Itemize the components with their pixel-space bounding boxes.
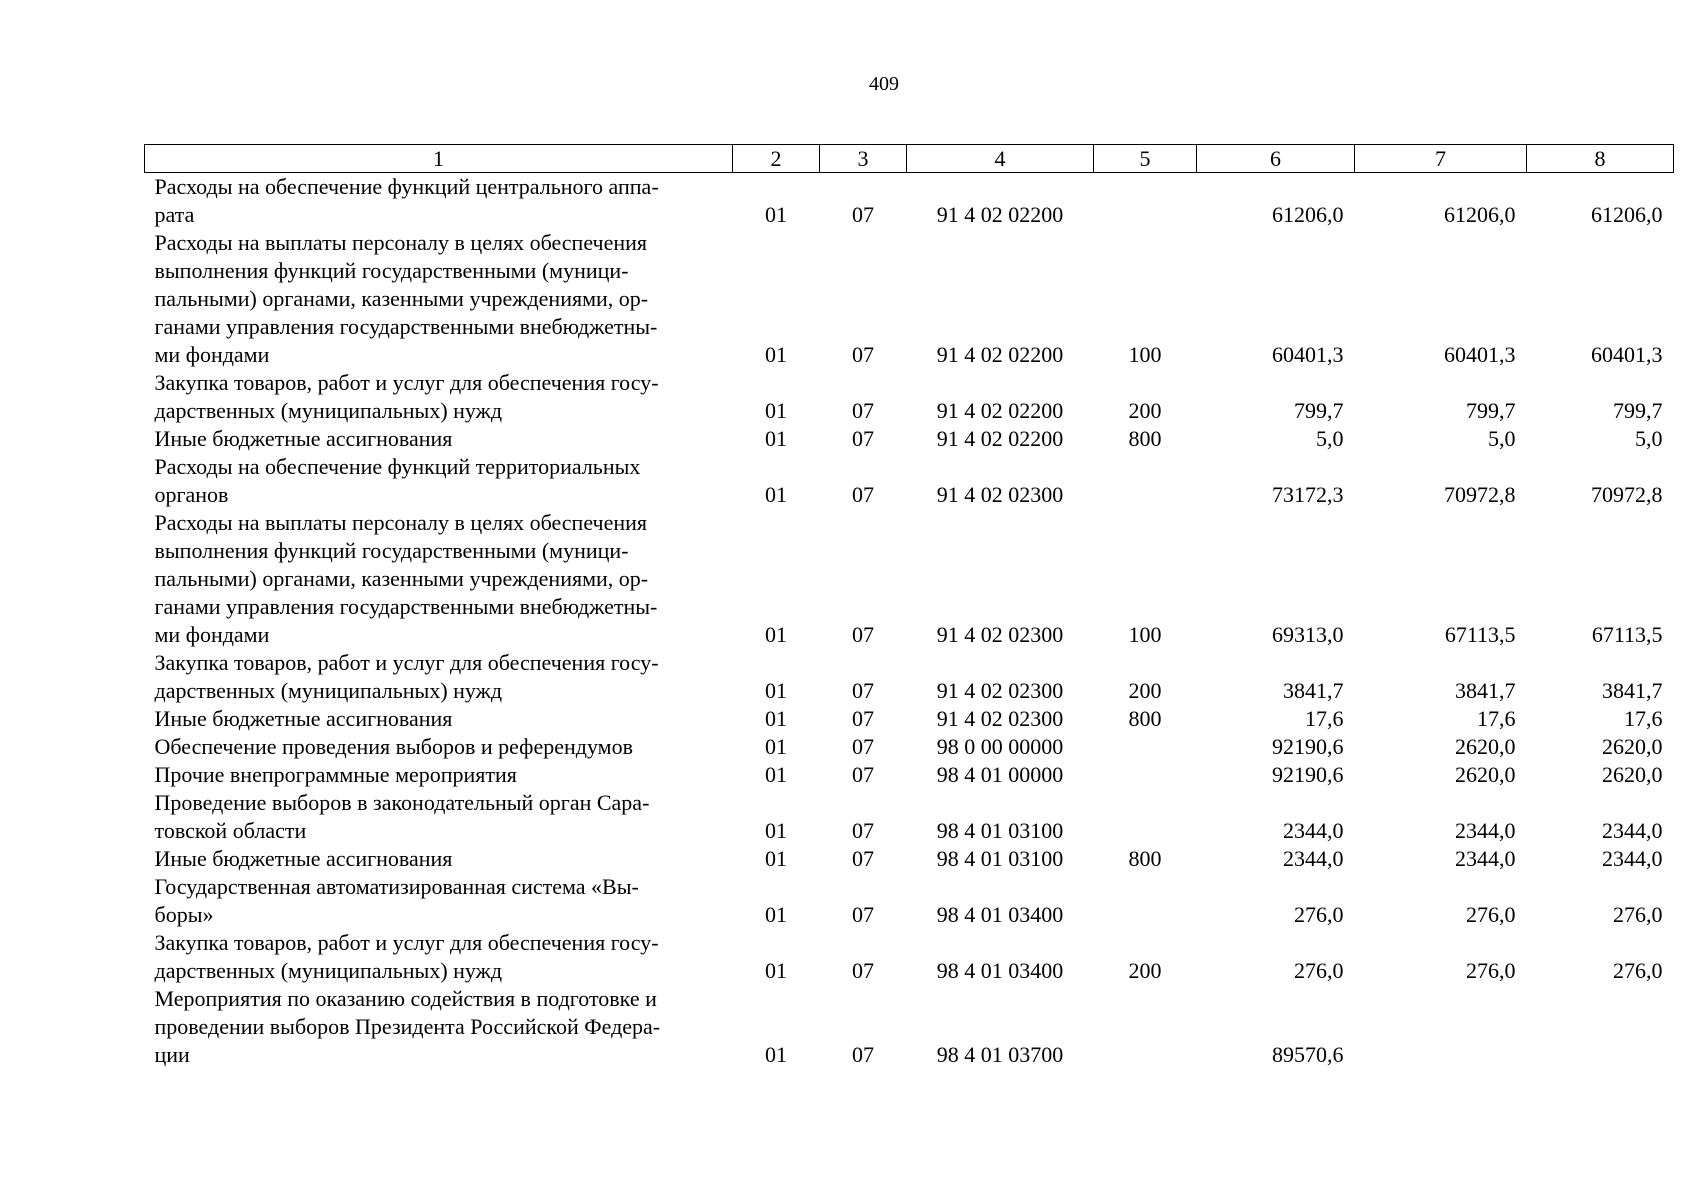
description-line: ции xyxy=(154,1042,190,1067)
table-row xyxy=(145,845,1674,873)
section-code: 01 xyxy=(765,678,787,703)
table-row xyxy=(145,173,1674,230)
section-code: 01 xyxy=(765,426,787,451)
subsection-code: 07 xyxy=(852,846,874,871)
description-line: Государственная автоматизированная система «Вы- xyxy=(154,874,639,899)
section-code: 01 xyxy=(765,762,787,787)
section-code: 01 xyxy=(765,1042,787,1067)
table-row xyxy=(145,705,1674,733)
amount-col-8: 2344,0 xyxy=(1602,818,1663,843)
amount-col-6: 276,0 xyxy=(1294,902,1344,927)
table-row xyxy=(145,509,1674,649)
amount-col-6: 5,0 xyxy=(1316,426,1344,451)
amount-col-8: 276,0 xyxy=(1613,902,1663,927)
row-description xyxy=(145,649,733,705)
subsection-code: 07 xyxy=(852,426,874,451)
amount-col-8: 3841,7 xyxy=(1602,678,1663,703)
expense-type-code: 200 xyxy=(1128,958,1162,983)
target-article-code: 91 4 02 02200 xyxy=(936,398,1064,423)
description-line: Иные бюджетные ассигнования xyxy=(154,426,453,451)
subsection-code: 07 xyxy=(852,622,874,647)
subsection-code: 07 xyxy=(852,202,874,227)
table-row xyxy=(145,873,1674,929)
description-line: Закупка товаров, работ и услуг для обеспечения госу- xyxy=(154,370,659,395)
table-row xyxy=(145,789,1674,845)
target-article-code: 91 4 02 02300 xyxy=(936,622,1064,647)
expense-type-code xyxy=(1094,789,1197,845)
target-article-code: 91 4 02 02300 xyxy=(936,706,1064,731)
expense-type-code xyxy=(1094,873,1197,929)
row-description xyxy=(145,425,733,453)
amount-col-7: 2620,0 xyxy=(1455,762,1516,787)
column-header-3: 3 xyxy=(820,145,907,173)
section-code: 01 xyxy=(765,818,787,843)
expense-type-code: 800 xyxy=(1128,706,1162,731)
amount-col-8: 70972,8 xyxy=(1591,482,1663,507)
column-header-4: 4 xyxy=(907,145,1094,173)
amount-col-8 xyxy=(1527,985,1674,1069)
amount-col-8: 60401,3 xyxy=(1591,342,1663,367)
amount-col-8: 276,0 xyxy=(1613,958,1663,983)
amount-col-6: 73172,3 xyxy=(1272,482,1344,507)
row-description xyxy=(145,929,733,985)
row-description xyxy=(145,761,733,789)
row-description xyxy=(145,873,733,929)
amount-col-7: 5,0 xyxy=(1488,426,1516,451)
description-line: дарственных (муниципальных) нужд xyxy=(154,958,503,983)
expense-type-code: 200 xyxy=(1128,398,1162,423)
expense-type-code: 800 xyxy=(1128,426,1162,451)
description-line: дарственных (муниципальных) нужд xyxy=(154,678,503,703)
target-article-code: 91 4 02 02200 xyxy=(936,202,1064,227)
amount-col-8: 67113,5 xyxy=(1591,622,1663,647)
amount-col-8: 5,0 xyxy=(1635,426,1663,451)
table-header-row xyxy=(145,145,1674,173)
description-line: Закупка товаров, работ и услуг для обеспечения госу- xyxy=(154,650,659,675)
amount-col-7: 17,6 xyxy=(1477,706,1516,731)
section-code: 01 xyxy=(765,398,787,423)
description-line: Проведение выборов в законодательный орган Сара- xyxy=(154,790,650,815)
amount-col-6: 276,0 xyxy=(1294,958,1344,983)
subsection-code: 07 xyxy=(852,1042,874,1067)
section-code: 01 xyxy=(765,958,787,983)
subsection-code: 07 xyxy=(852,734,874,759)
amount-col-6: 2344,0 xyxy=(1283,818,1344,843)
table-row xyxy=(145,761,1674,789)
description-line: выполнения функций государственными (муници- xyxy=(154,258,629,283)
description-line: Расходы на обеспечение функций центрального аппа- xyxy=(154,174,659,199)
amount-col-7: 67113,5 xyxy=(1444,622,1516,647)
amount-col-6: 799,7 xyxy=(1294,398,1344,423)
expense-type-code xyxy=(1094,761,1197,789)
description-line: ми фондами xyxy=(154,622,270,647)
amount-col-6: 92190,6 xyxy=(1272,762,1344,787)
target-article-code: 98 4 01 03100 xyxy=(936,846,1064,871)
amount-col-7: 2344,0 xyxy=(1455,846,1516,871)
row-description xyxy=(145,705,733,733)
subsection-code: 07 xyxy=(852,398,874,423)
expense-type-code xyxy=(1094,985,1197,1069)
amount-col-7 xyxy=(1355,985,1527,1069)
description-line: рата xyxy=(154,202,195,227)
column-header-1: 1 xyxy=(145,145,733,173)
row-description xyxy=(145,369,733,425)
amount-col-6: 3841,7 xyxy=(1283,678,1344,703)
description-line: Расходы на обеспечение функций территориальных xyxy=(154,454,641,479)
description-line: пальными) органами, казенными учреждениями, ор- xyxy=(154,566,649,591)
expense-type-code: 200 xyxy=(1128,678,1162,703)
expense-type-code xyxy=(1094,173,1197,230)
table-row xyxy=(145,369,1674,425)
amount-col-7: 276,0 xyxy=(1466,958,1516,983)
table-row xyxy=(145,425,1674,453)
description-line: Обеспечение проведения выборов и референдумов xyxy=(154,734,633,759)
amount-col-8: 799,7 xyxy=(1613,398,1663,423)
description-line: проведении выборов Президента Российской Федера- xyxy=(154,1014,661,1039)
amount-col-6: 92190,6 xyxy=(1272,734,1344,759)
expense-type-code: 100 xyxy=(1128,622,1162,647)
target-article-code: 98 4 01 00000 xyxy=(936,762,1064,787)
amount-col-6: 61206,0 xyxy=(1272,202,1344,227)
description-line: боры» xyxy=(154,902,214,927)
table-body xyxy=(145,173,1674,1070)
table-row xyxy=(145,985,1674,1069)
target-article-code: 98 0 00 00000 xyxy=(936,734,1064,759)
table-row xyxy=(145,453,1674,509)
target-article-code: 98 4 01 03100 xyxy=(936,818,1064,843)
amount-col-8: 61206,0 xyxy=(1591,202,1663,227)
amount-col-6: 89570,6 xyxy=(1272,1042,1344,1067)
table-row xyxy=(145,649,1674,705)
section-code: 01 xyxy=(765,202,787,227)
row-description xyxy=(145,733,733,761)
description-line: дарственных (муниципальных) нужд xyxy=(154,398,503,423)
section-code: 01 xyxy=(765,734,787,759)
amount-col-8: 2620,0 xyxy=(1602,762,1663,787)
amount-col-6: 17,6 xyxy=(1305,706,1344,731)
description-line: органов xyxy=(154,482,229,507)
amount-col-7: 799,7 xyxy=(1466,398,1516,423)
target-article-code: 91 4 02 02300 xyxy=(936,678,1064,703)
row-description xyxy=(145,509,733,649)
target-article-code: 91 4 02 02200 xyxy=(936,426,1064,451)
column-header-2: 2 xyxy=(733,145,820,173)
row-description xyxy=(145,453,733,509)
target-article-code: 98 4 01 03400 xyxy=(936,958,1064,983)
subsection-code: 07 xyxy=(852,762,874,787)
description-line: ганами управления государственными внебюджетны- xyxy=(154,594,658,619)
target-article-code: 98 4 01 03700 xyxy=(936,1042,1064,1067)
description-line: Расходы на выплаты персоналу в целях обеспечения xyxy=(154,510,648,535)
description-line: Расходы на выплаты персоналу в целях обеспечения xyxy=(154,230,648,255)
target-article-code: 91 4 02 02300 xyxy=(936,482,1064,507)
section-code: 01 xyxy=(765,622,787,647)
section-code: 01 xyxy=(765,342,787,367)
table-row xyxy=(145,929,1674,985)
subsection-code: 07 xyxy=(852,482,874,507)
description-line: Мероприятия по оказанию содействия в подготовке и xyxy=(154,986,657,1011)
section-code: 01 xyxy=(765,706,787,731)
description-line: ми фондами xyxy=(154,342,270,367)
column-header-6: 6 xyxy=(1197,145,1355,173)
subsection-code: 07 xyxy=(852,706,874,731)
description-line: товской области xyxy=(154,818,307,843)
row-description xyxy=(145,845,733,873)
description-line: Прочие внепрограммные мероприятия xyxy=(154,762,517,787)
amount-col-6: 69313,0 xyxy=(1272,622,1344,647)
expense-type-code: 100 xyxy=(1128,342,1162,367)
amount-col-6: 60401,3 xyxy=(1272,342,1344,367)
page-number: 409 xyxy=(869,73,899,95)
expense-type-code xyxy=(1094,453,1197,509)
section-code: 01 xyxy=(765,846,787,871)
section-code: 01 xyxy=(765,902,787,927)
description-line: ганами управления государственными внебюджетны- xyxy=(154,314,658,339)
row-description xyxy=(145,789,733,845)
amount-col-6: 2344,0 xyxy=(1283,846,1344,871)
column-header-7: 7 xyxy=(1355,145,1527,173)
amount-col-7: 61206,0 xyxy=(1444,202,1516,227)
amount-col-8: 2344,0 xyxy=(1602,846,1663,871)
table-row xyxy=(145,733,1674,761)
column-header-8: 8 xyxy=(1527,145,1674,173)
column-header-5: 5 xyxy=(1094,145,1197,173)
row-description xyxy=(145,985,733,1069)
amount-col-8: 17,6 xyxy=(1624,706,1663,731)
description-line: Закупка товаров, работ и услуг для обеспечения госу- xyxy=(154,930,659,955)
amount-col-7: 2344,0 xyxy=(1455,818,1516,843)
subsection-code: 07 xyxy=(852,678,874,703)
amount-col-7: 276,0 xyxy=(1466,902,1516,927)
subsection-code: 07 xyxy=(852,958,874,983)
description-line: выполнения функций государственными (муници- xyxy=(154,538,629,563)
budget-table xyxy=(144,144,1674,1069)
table-row xyxy=(145,229,1674,369)
description-line: пальными) органами, казенными учреждениями, ор- xyxy=(154,286,649,311)
amount-col-8: 2620,0 xyxy=(1602,734,1663,759)
expense-type-code xyxy=(1094,733,1197,761)
section-code: 01 xyxy=(765,482,787,507)
amount-col-7: 60401,3 xyxy=(1444,342,1516,367)
description-line: Иные бюджетные ассигнования xyxy=(154,846,453,871)
target-article-code: 98 4 01 03400 xyxy=(936,902,1064,927)
amount-col-7: 2620,0 xyxy=(1455,734,1516,759)
expense-type-code: 800 xyxy=(1128,846,1162,871)
subsection-code: 07 xyxy=(852,818,874,843)
row-description xyxy=(145,229,733,369)
amount-col-7: 70972,8 xyxy=(1444,482,1516,507)
row-description xyxy=(145,173,733,230)
description-line: Иные бюджетные ассигнования xyxy=(154,706,453,731)
subsection-code: 07 xyxy=(852,902,874,927)
subsection-code: 07 xyxy=(852,342,874,367)
amount-col-7: 3841,7 xyxy=(1455,678,1516,703)
target-article-code: 91 4 02 02200 xyxy=(936,342,1064,367)
